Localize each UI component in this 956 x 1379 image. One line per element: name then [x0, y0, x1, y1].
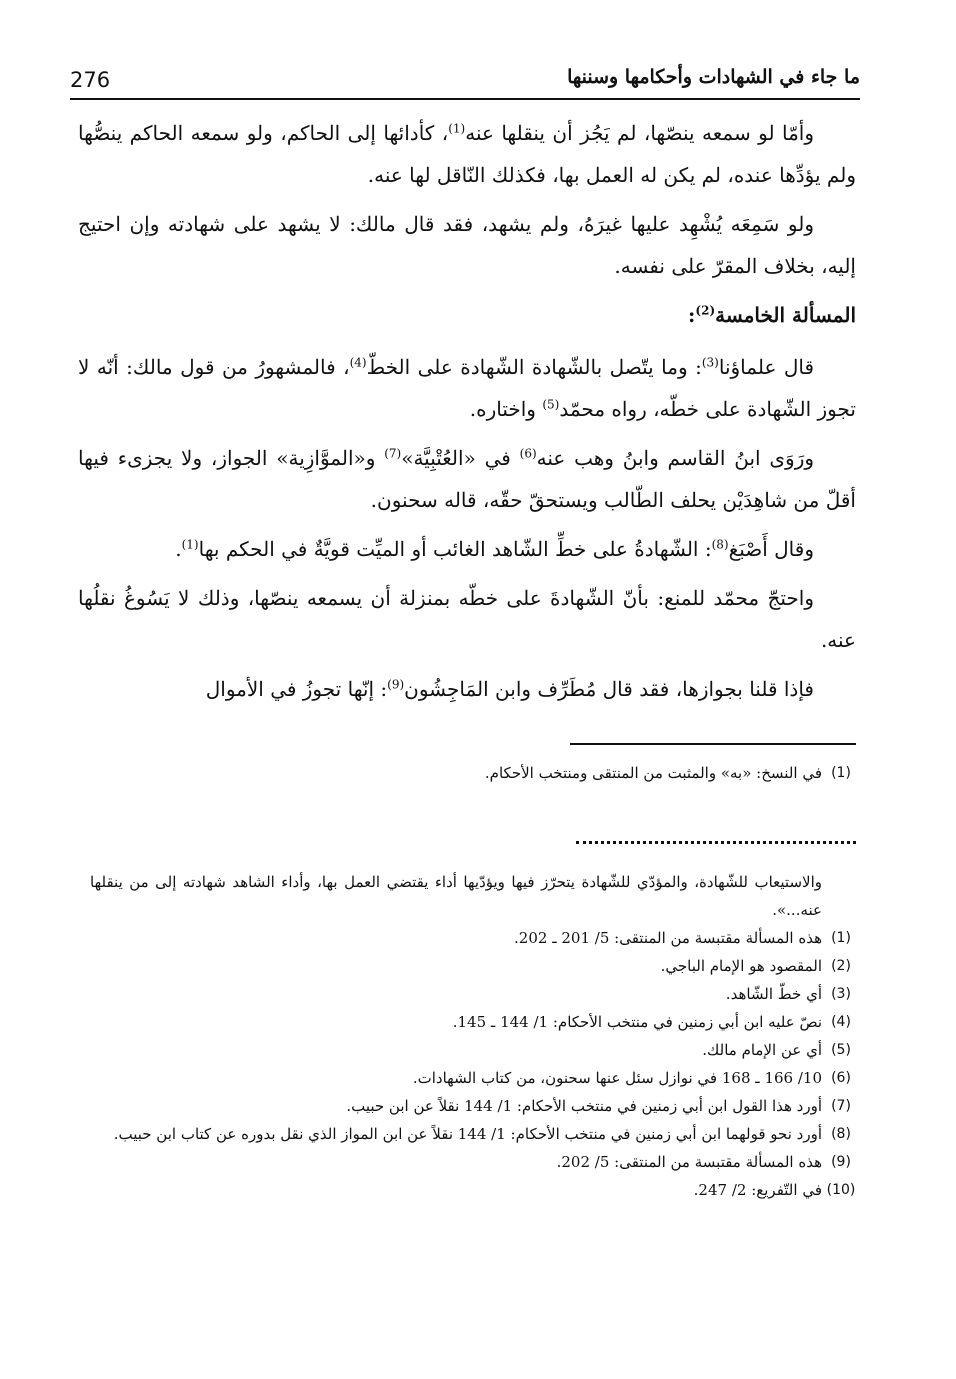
footnote-ref[interactable]: (1): [448, 121, 466, 136]
footnote-number: (8): [831, 1126, 851, 1142]
footnote-number: (2): [831, 958, 851, 974]
paragraph: ورَوَى ابنُ القاسم وابنُ وهب عنه$^{(6)}$ في «العُتْبِيَّة»$^{(7)}$ و«الموَّازِية» الجواز، ولا يجزىء فيها أقلّ من شاهِدَيْن يحلف الطّالب ويستحقّ حقّه، قاله سحنون.: [78, 446, 856, 512]
footnote-text: أورد نحو قولهما ابن أبي زمنين في منتخب الأحكام: 1/ 144 نقلاً عن ابن المواز الذي نقل بدوره عن كتاب ابن حبيب.: [113, 1125, 822, 1143]
footnote-number: (1): [831, 765, 851, 781]
main-text: [78, 112, 856, 717]
footnote-text: هذه المسألة مقتبسة من المنتقى: 5/ 201 ـ 202.: [514, 929, 822, 947]
footnote-item: [90, 980, 860, 1008]
footnote-text: نصّ عليه ابن أبي زمنين في منتخب الأحكام: 1/ 144 ـ 145.: [452, 1013, 822, 1031]
footnote-number: (3): [831, 986, 851, 1002]
footnote-text: هذه المسألة مقتبسة من المنتقى: 5/ 202.: [556, 1153, 822, 1171]
paragraph: وقال أَصْبَغ$^{(8)}$: الشّهادةُ على خطِّ الشّاهد الغائب أو الميِّت قويَّةٌ في الحكم بها$^{(1)}$.: [175, 537, 814, 561]
paragraph: واحتجّ محمّد للمنع: بأنّ الشّهادةَ على خطّه بمنزلة أن يسمعه ينصّها، وذلك لا يَسُوغُ نقلُها عنه.: [78, 586, 856, 652]
footnote-ref[interactable]: (2): [695, 303, 716, 318]
footnote-ref[interactable]: (3): [701, 355, 719, 370]
footnote-text: 10/ 166 ـ 168 في نوازل سئل عنها سحنون، من كتاب الشهادات.: [412, 1069, 822, 1087]
footnote-text: في النسخ: «به» والمثبت من المنتقى ومنتخب الأحكام.: [484, 764, 822, 782]
page-header: [70, 62, 860, 102]
footnote-continuation: والاستيعاب للشّهادة، والمؤدّي للشّهادة يتحرّز فيها ويؤدّيها أداء يقتضي العمل بها، وأداء الشاهد شهادته إلى من ينقلها عنه...».: [90, 873, 822, 919]
footnote-item: [90, 762, 860, 784]
footnote-ref[interactable]: (4): [349, 355, 367, 370]
footnote-number: (7): [831, 1098, 851, 1114]
footnote-ref[interactable]: (5): [542, 397, 560, 412]
footnote-item: [90, 1036, 860, 1064]
footnote-item: [90, 924, 860, 952]
footnote-number: (5): [831, 1042, 851, 1058]
footnote-ref[interactable]: (6): [519, 446, 537, 461]
footnote-number: (6): [831, 1070, 851, 1086]
footnote-item: [90, 1120, 860, 1148]
dotted-separator: [576, 841, 856, 844]
footnote-ref[interactable]: (9): [387, 677, 405, 692]
footnote-text: أي خطّ الشّاهد.: [725, 985, 822, 1003]
footnotes-bottom: [90, 868, 860, 1204]
paragraph: قال علماؤنا$^{(3)}$: وما يتّصل بالشّهادة الشّهادة على الخطّ$^{(4)}$، فالمشهورُ من قول مالك: أنّه لا تجوز الشّهادة على خطّه، رواه محمّد$^{(5)}$ واختاره.: [78, 355, 856, 421]
running-title: ما جاء في الشهادات وأحكامها وسننها: [567, 66, 860, 88]
footnote-ref[interactable]: (1): [181, 537, 199, 552]
footnote-ref[interactable]: (8): [711, 537, 729, 552]
footnote-text: أورد هذا القول ابن أبي زمنين في منتخب الأحكام: 1/ 144 نقلاً عن ابن حبيب.: [346, 1097, 822, 1115]
section-heading: المسألة الخامسة$^{(2)}$:: [688, 303, 856, 327]
footnote-item: [90, 1064, 860, 1092]
page-number: 276: [70, 68, 111, 92]
paragraph: وأمّا لو سمعه ينصّها، لم يَجُز أن ينقلها عنه$^{(1)}$، كأدائها إلى الحاكم، ولو سمعه الحاكم ينصُّها ولم يؤدِّها عنده، لم يكن له العمل بها، فكذلك النّاقل لها عنه.: [78, 121, 856, 187]
footnote-item: [90, 1008, 860, 1036]
footnote-rule: [570, 743, 856, 745]
footnote-text: في التّفريع: 2/ 247.: [693, 1181, 822, 1199]
footnote-item: [90, 1148, 860, 1176]
paragraph: ولو سَمِعَه يُشْهِد عليها غيرَهُ، ولم يشهد، فقد قال مالك: لا يشهد على شهادته وإن احتيج إليه، بخلاف المقرّ على نفسه.: [78, 212, 856, 278]
footnote-item: [90, 1092, 860, 1120]
paragraph: فإذا قلنا بجوازها، فقد قال مُطَرِّف وابن المَاجِشُون$^{(9)}$: إنّها تجوزُ في الأموال: [205, 677, 814, 701]
footnote-text: المقصود هو الإمام الباجي.: [660, 957, 822, 975]
footnote-number: (9): [831, 1154, 851, 1170]
footnote-item: [90, 1176, 860, 1204]
footnote-item: [90, 952, 860, 980]
footnote-text: أي عن الإمام مالك.: [702, 1041, 822, 1059]
footnote-number: (4): [831, 1014, 851, 1030]
footnotes-top: [90, 762, 860, 784]
header-rule: [70, 98, 860, 100]
footnote-number: (10): [826, 1182, 856, 1198]
footnote-number: (1): [831, 930, 851, 946]
footnote-ref[interactable]: (7): [384, 446, 402, 461]
